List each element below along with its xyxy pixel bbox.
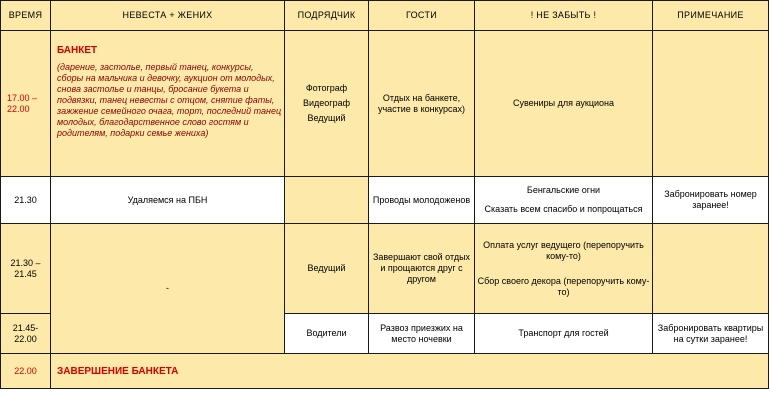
guests-cell: Завершают свой отдых и прощаются друг с другом [369, 224, 475, 314]
table-row [1, 177, 769, 224]
header-couple: НЕВЕСТА + ЖЕНИХ [51, 1, 285, 31]
table-row [1, 224, 769, 314]
header-row [1, 1, 769, 31]
banquet-description: (дарение, застолье, первый танец, конкурсы, сборы на мальчика и девочку, аукцион от молодых, снова застолье и танцы, бросание букета и подвязки, танец невесты с отцом, снятие фаты, зажжение семейного очага, торт, последний танец молодых, благодарственное слово гостям и родителям, подарки семье жениха) [57, 62, 282, 138]
contractor-cell [285, 177, 369, 224]
row-time: 21.30 [1, 177, 51, 224]
contractor-host: Ведущий [307, 113, 346, 123]
table-row [1, 354, 769, 389]
remember-cell [475, 224, 653, 314]
guests-cell: Отдых на банкете, участие в конкурсах) [369, 31, 475, 177]
row-time: 21.30 – 21.45 [1, 224, 51, 314]
remember-cell [475, 177, 653, 224]
table-row [1, 31, 769, 177]
banquet-title: БАНКЕТ [57, 45, 98, 56]
header-guests: ГОСТИ [369, 1, 475, 31]
remember-cell: Транспорт для гостей [475, 314, 653, 354]
remember-cell: Сувениры для аукциона [475, 31, 653, 177]
banquet-end-title: ЗАВЕРШЕНИЕ БАНКЕТА [51, 354, 769, 389]
couple-cell: - [51, 224, 285, 354]
header-contractor: ПОДРЯДЧИК [285, 1, 369, 31]
note-cell: Забронировать номер заранее! [653, 177, 769, 224]
note-cell [653, 31, 769, 177]
contractor-photographer: Фотограф [305, 83, 348, 93]
header-remember: ! НЕ ЗАБЫТЬ ! [475, 1, 653, 31]
row-time: 22.00 [1, 354, 51, 389]
guests-cell: Развоз приезжих на место ночевки [369, 314, 475, 354]
contractor-videographer: Видеограф [303, 98, 350, 108]
contractor-cell [285, 31, 369, 177]
note-cell: Забронировать квартиры на сутки заранее! [653, 314, 769, 354]
header-time: ВРЕМЯ [1, 1, 51, 31]
remember-thanks: Сказать всем спасибо и попрощаться [484, 204, 643, 214]
contractor-cell: Ведущий [285, 224, 369, 314]
remember-decor: Сбор своего декора (перепоручить кому-то) [477, 275, 650, 297]
note-cell [653, 224, 769, 314]
banquet-cell [51, 31, 285, 177]
guests-cell: Проводы молодоженов [369, 177, 475, 224]
couple-cell: Удаляемся на ПБН [51, 177, 285, 224]
header-note: ПРИМЕЧАНИЕ [653, 1, 769, 31]
remember-sparklers: Бенгальские огни [526, 185, 601, 195]
contractor-cell: Водители [285, 314, 369, 354]
row-time: 17.00 – 22.00 [1, 31, 51, 177]
row-time: 21.45- 22.00 [1, 314, 51, 354]
remember-host-payment: Оплата услуг ведущего (перепоручить кому-то) [483, 239, 644, 261]
